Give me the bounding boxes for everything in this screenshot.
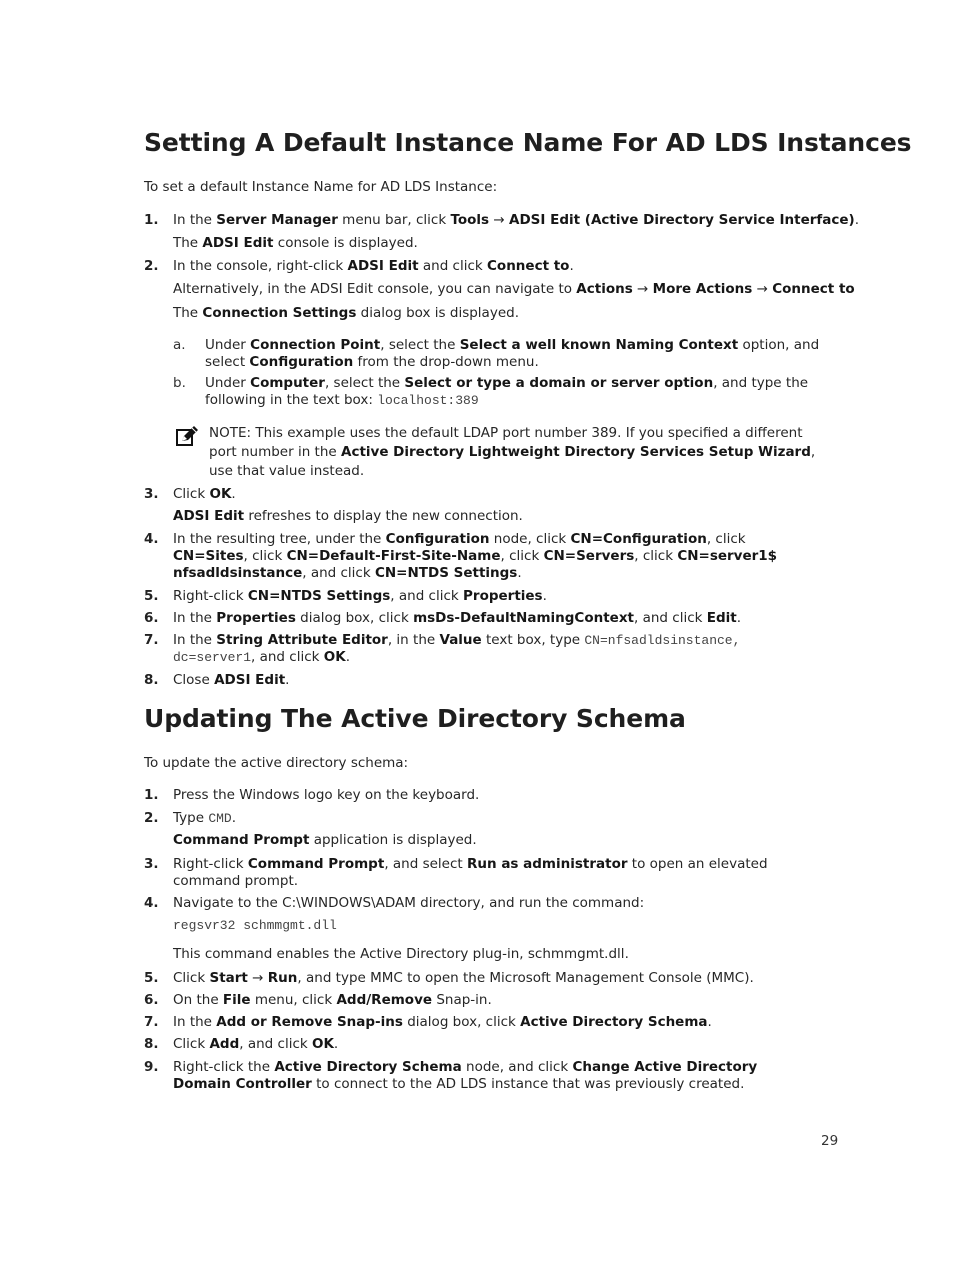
text-run: .	[231, 486, 236, 502]
text-run: .	[285, 672, 290, 688]
text-run: Under	[205, 375, 251, 391]
bold-term: Active Directory Schema	[520, 1014, 708, 1030]
bold-term: Add	[209, 1036, 240, 1052]
step-number: 7.	[144, 632, 159, 648]
step-number: 5.	[144, 588, 159, 604]
text-run: , and click	[634, 610, 707, 626]
bold-term: OK	[311, 1036, 334, 1052]
text-run: , and click	[251, 649, 324, 665]
text-run: , and select	[384, 856, 467, 872]
code-command: regsvr32 schmmgmt.dll	[173, 918, 337, 933]
text-run: →	[247, 970, 268, 986]
bold-term: Select a well known Naming Context	[459, 337, 739, 353]
text-run: , click	[706, 531, 746, 547]
substep-letter: a.	[173, 337, 186, 353]
step-text	[173, 588, 547, 605]
text-run: menu, click	[250, 992, 337, 1008]
text-run: In the	[173, 1014, 217, 1030]
bold-term: msDs-DefaultNamingContext	[413, 610, 634, 626]
code-text: CN=nfsadldsinstance, dc=server1	[173, 633, 741, 665]
text-run: The	[173, 305, 203, 321]
step-text	[173, 810, 236, 827]
step-text	[173, 1059, 813, 1093]
text-run: menu bar, click	[337, 212, 451, 228]
text-run: On the	[173, 992, 223, 1008]
text-run: This example uses the default LDAP port number 389. If you specified a different port number in the	[209, 425, 803, 460]
text-run: Close	[173, 672, 215, 688]
bold-term: ADSI Edit (Active Directory Service Interface)	[509, 212, 855, 228]
substep-letter: b.	[173, 375, 186, 391]
text-run: , select the	[380, 337, 460, 353]
bold-term: OK	[209, 486, 232, 502]
bold-term: Properties	[216, 610, 296, 626]
text-run: .	[624, 946, 629, 962]
text-run: In the	[173, 632, 217, 648]
step-text	[173, 672, 289, 689]
bold-term: String Attribute Editor	[216, 632, 388, 648]
step-text	[173, 610, 741, 627]
step-text	[173, 992, 492, 1009]
step-text	[173, 632, 828, 666]
text-run: text box, type	[481, 632, 585, 648]
text-run: from the drop-down menu.	[353, 354, 539, 370]
bold-term: CN=Servers	[543, 548, 635, 564]
text-run: dialog box is displayed.	[356, 305, 519, 321]
text-run: , in the	[387, 632, 440, 648]
step-number: 8.	[144, 1036, 159, 1052]
step-number: 6.	[144, 992, 159, 1008]
step-number: 5.	[144, 970, 159, 986]
step-number: 4.	[144, 895, 159, 911]
substep-text	[205, 337, 837, 371]
text-run: Click	[173, 970, 210, 986]
step-text	[173, 486, 236, 503]
bold-term: ADSI Edit	[173, 508, 245, 524]
step-result	[173, 832, 477, 849]
step-text	[173, 258, 574, 275]
page-number: 29	[821, 1133, 839, 1149]
text-run: Click	[173, 1036, 210, 1052]
text-run: to connect to the AD LDS instance that was previously created.	[311, 1076, 745, 1092]
bold-term: More Actions	[652, 281, 753, 297]
step-result	[173, 305, 519, 322]
bold-term: OK	[323, 649, 346, 665]
text-run: In the	[173, 212, 217, 228]
step-number: 9.	[144, 1059, 159, 1075]
text-run: node, and click	[461, 1059, 573, 1075]
bold-term: CN=Configuration	[570, 531, 707, 547]
step-text	[173, 212, 859, 229]
text-run: option, and select	[205, 337, 820, 370]
bold-term: Connection Point	[250, 337, 381, 353]
bold-term: Change Active Directory Domain Controller	[173, 1059, 758, 1092]
text-run: schmmgmt.dll	[527, 946, 625, 962]
bold-term: Configuration	[385, 531, 490, 547]
text-run: The	[173, 235, 203, 251]
text-run: application is displayed.	[309, 832, 477, 848]
bold-term: CN=Sites	[173, 548, 244, 564]
text-run: NOTE:	[209, 425, 252, 441]
bold-term: CN=Default-First-Site-Name	[286, 548, 501, 564]
text-run: .	[707, 1014, 712, 1030]
step-number: 2.	[144, 810, 159, 826]
bold-term: Connect to	[772, 281, 855, 297]
code-text: localhost:389	[377, 393, 479, 408]
text-run: Right-click	[173, 588, 248, 604]
bold-term: Actions	[576, 281, 633, 297]
text-run: .	[333, 1036, 339, 1052]
step-text	[173, 1036, 338, 1053]
text-run: This command enables the Active Directory plug-in,	[173, 946, 528, 962]
text-run: directory, and run the command:	[415, 895, 645, 911]
text-run: In the	[173, 610, 217, 626]
text-run: .	[231, 810, 237, 826]
note-pencil-icon	[176, 426, 199, 447]
step-text	[173, 1014, 712, 1031]
text-run: In the resulting tree, under the	[173, 531, 386, 547]
step-result	[173, 946, 629, 963]
bold-term: Connect to	[487, 258, 570, 274]
text-run: Alternatively, in the ADSI Edit console, you can navigate to	[173, 281, 577, 297]
section-title: Updating The Active Directory Schema	[144, 704, 686, 733]
text-run: console is displayed.	[273, 235, 418, 251]
bold-term: Active Directory Lightweight Directory Services Setup Wizard	[341, 444, 811, 460]
text-run: and click	[418, 258, 488, 274]
text-run: →	[489, 212, 510, 228]
step-text	[173, 970, 754, 987]
bold-term: CN=server1$ nfsadldsinstance	[173, 548, 778, 581]
step-number: 3.	[144, 486, 159, 502]
text-run: , and click	[390, 588, 464, 604]
text-run: .	[569, 258, 574, 274]
bold-term: Start	[209, 970, 248, 986]
bold-term: Value	[439, 632, 482, 648]
step-number: 8.	[144, 672, 159, 688]
step-number: 4.	[144, 531, 159, 547]
text-run: , and type MMC to open the Microsoft Management Console (MMC).	[297, 970, 754, 986]
text-run: In the console, right-click	[173, 258, 348, 274]
bold-term: Add or Remove Snap-ins	[216, 1014, 403, 1030]
text-run: dialog box, click	[295, 610, 414, 626]
text-run: , use that value instead.	[209, 444, 816, 479]
text-run: dialog box, click	[402, 1014, 521, 1030]
text-run: Click	[173, 486, 210, 502]
step-number: 6.	[144, 610, 159, 626]
bold-term: Computer	[250, 375, 325, 391]
bold-term: Tools	[450, 212, 490, 228]
bold-term: Configuration	[249, 354, 354, 370]
text-run: , click	[634, 548, 678, 564]
step-text	[173, 856, 813, 890]
step-number: 1.	[144, 212, 159, 228]
step-text	[173, 895, 644, 912]
bold-term: Run as administrator	[467, 856, 628, 872]
text-run: .	[542, 588, 547, 604]
text-run: .	[517, 565, 522, 581]
step-number: 3.	[144, 856, 159, 872]
text-run: .	[736, 610, 741, 626]
text-run: .	[345, 649, 350, 665]
bold-term: ADSI Edit	[214, 672, 286, 688]
step-number: 7.	[144, 1014, 159, 1030]
text-run: , and type the following in the text box:	[205, 375, 809, 408]
bold-term: File	[222, 992, 251, 1008]
substep-text	[205, 375, 841, 409]
text-run: Right-click the	[173, 1059, 275, 1075]
bold-term: ADSI Edit	[347, 258, 419, 274]
text-run: Navigate to the	[173, 895, 283, 911]
text-run: to open an elevated command prompt.	[173, 856, 768, 889]
section-intro: To set a default Instance Name for AD LDS Instance:	[144, 179, 498, 195]
bold-term: CN=NTDS Settings	[374, 565, 518, 581]
bold-term: Run	[267, 970, 298, 986]
text-run: Right-click	[173, 856, 248, 872]
step-result	[173, 235, 418, 252]
step-number: 1.	[144, 787, 159, 803]
text-run: node, click	[489, 531, 571, 547]
bold-term: Connection Settings	[202, 305, 357, 321]
section-title: Setting A Default Instance Name For AD LDS Instances	[144, 128, 912, 157]
bold-term: Command Prompt	[173, 832, 310, 848]
text-run: , click	[243, 548, 287, 564]
text-run: Under	[205, 337, 251, 353]
note-text	[209, 424, 829, 481]
text-run: Snap-in.	[432, 992, 492, 1008]
step-alternative	[173, 281, 855, 298]
bold-term: Command Prompt	[247, 856, 385, 872]
bold-term: CN=NTDS Settings	[247, 588, 391, 604]
bold-term: Active Directory Schema	[274, 1059, 462, 1075]
text-run: Type	[173, 810, 209, 826]
text-run: →	[752, 281, 773, 297]
step-result	[173, 508, 523, 525]
step-number: 2.	[144, 258, 159, 274]
text-run: , click	[500, 548, 544, 564]
text-run: Press the Windows logo key on the keyboard.	[173, 787, 480, 803]
text-run: →	[632, 281, 653, 297]
text-run: .	[854, 212, 860, 228]
bold-term: Properties	[463, 588, 543, 604]
text-run: refreshes to display the new connection.	[244, 508, 523, 524]
bold-term: Server Manager	[216, 212, 338, 228]
text-run: C:\WINDOWS\ADAM	[282, 895, 416, 911]
bold-term: Select or type a domain or server option	[404, 375, 714, 391]
section-intro: To update the active directory schema:	[144, 755, 409, 771]
step-text	[173, 787, 479, 804]
bold-term: Edit	[706, 610, 737, 626]
text-run: , and click	[239, 1036, 312, 1052]
bold-term: ADSI Edit	[202, 235, 274, 251]
text-run: , select the	[324, 375, 405, 391]
text-run: , and click	[302, 565, 375, 581]
step-text	[173, 531, 823, 582]
bold-term: Add/Remove	[336, 992, 433, 1008]
code-text: CMD	[208, 811, 232, 826]
